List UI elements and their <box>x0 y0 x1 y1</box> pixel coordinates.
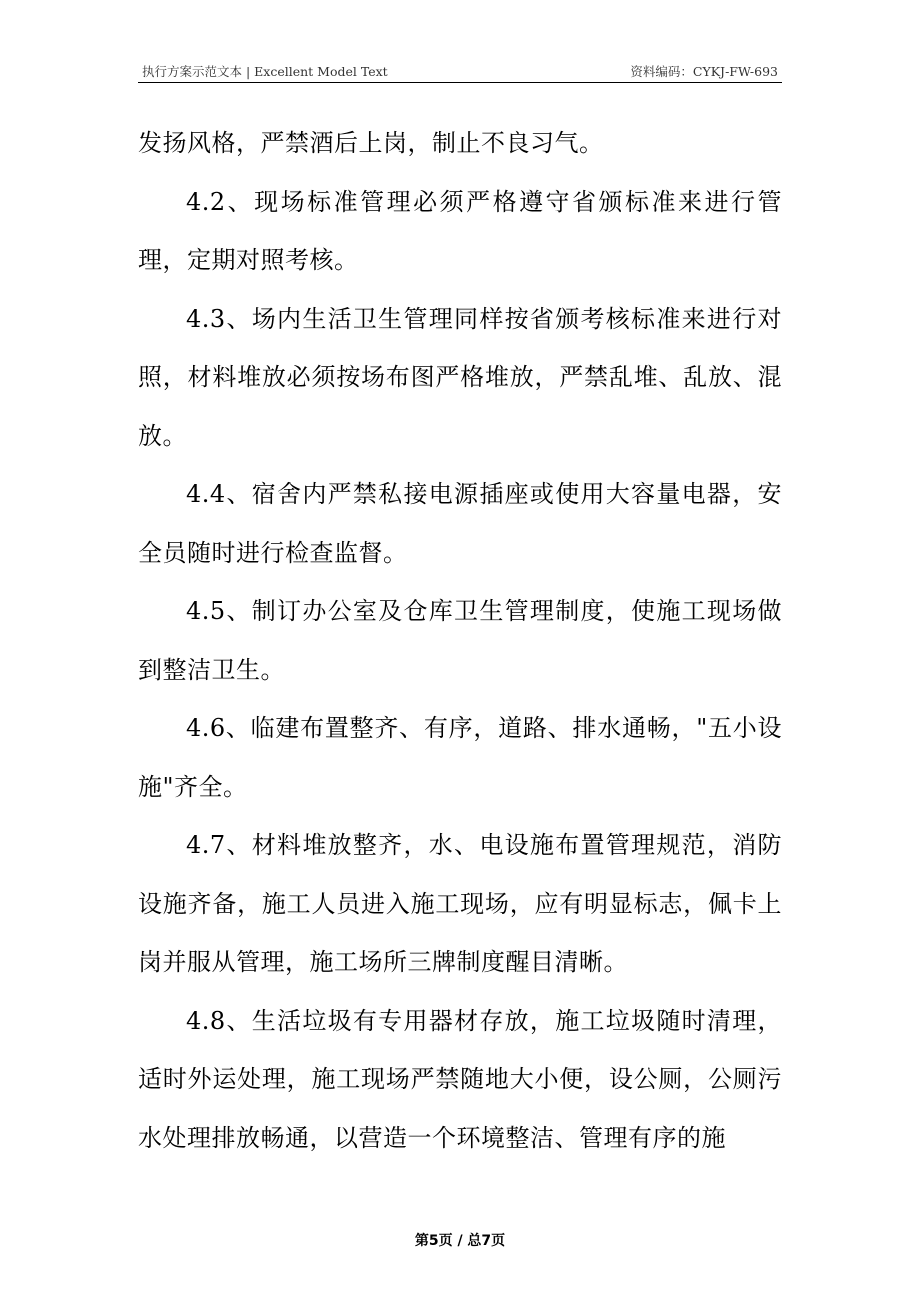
paragraph-4-6: 4.6、临建布置整齐、有序，道路、排水通畅，"五小设施"齐全。 <box>138 714 782 801</box>
page-header <box>138 58 782 83</box>
header-title: 执行方案示范文本 | Excellent Model Text <box>142 64 388 79</box>
header-doc-code: 资料编码：CYKJ-FW-693 <box>630 64 778 79</box>
document-body <box>138 114 782 1167</box>
paragraph-4-5: 4.5、制订办公室及仓库卫生管理制度，使施工现场做到整洁卫生。 <box>138 597 782 684</box>
paragraph-4-4: 4.4、宿舍内严禁私接电源插座或使用大容量电器，安全员随时进行检查监督。 <box>138 480 782 567</box>
paragraph-4-7: 4.7、材料堆放整齐，水、电设施布置管理规范，消防设施齐备，施工人员进入施工现场，应有明显标志，佩卡上岗并服从管理，施工场所三牌制度醒目清晰。 <box>138 831 782 976</box>
paragraph-4-8: 4.8、生活垃圾有专用器材存放，施工垃圾随时清理，适时外运处理，施工现场严禁随地大小便，设公厕，公厕污水处理排放畅通，以营造一个环境整洁、管理有序的施 <box>138 1006 782 1152</box>
paragraph-continued: 发扬风格，严禁酒后上岗，制止不良习气。 <box>138 129 604 157</box>
paragraph-4-3: 4.3、场内生活卫生管理同样按省颁考核标准来进行对照，材料堆放必须按场布图严格堆放，严禁乱堆、乱放、混放。 <box>138 304 782 450</box>
page-number: 第5页 / 总7页 <box>414 1233 506 1249</box>
paragraph-4-2: 4.2、现场标准管理必须严格遵守省颁标准来进行管理，定期对照考核。 <box>138 187 782 274</box>
